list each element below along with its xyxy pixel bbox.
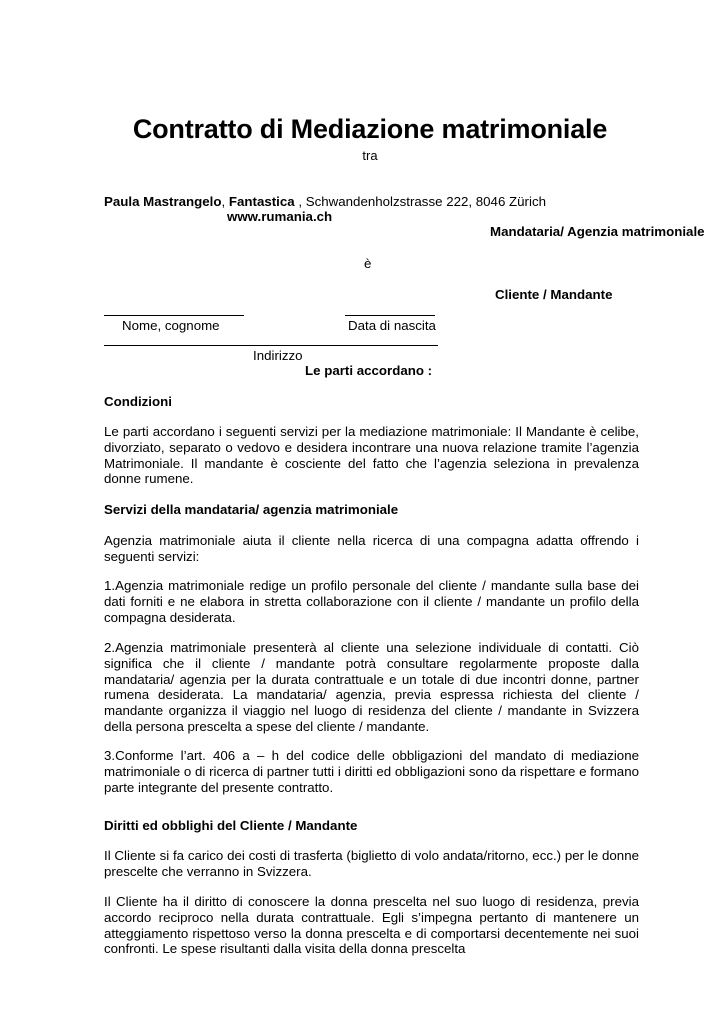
service-2-paragraph: 2.Agenzia matrimoniale presenterà al cliente una selezione individuale di contatti. Ciò significa che il cliente / mandante potrà consultare regolarmente proposte dalla mandataria/ agenzia per la durata contrattuale e un totale di due incontri donne, partner rumena desiderata. La mandataria/ agenzia, previa espressa richiesta del cliente / mandante organizza il viaggio nel luogo di residenza del cliente / mandante in Svizzera della persona prescelta a spese del cliente / mandante.	[104, 640, 639, 734]
service-3-paragraph: 3.Conforme l’art. 406 a – h del codice delle obbligazioni del mandato di mediazione matrimoniale o di ricerca di partner tutti i diritti ed obbligazioni sono da rispettare e formano parte integrante del presente contratto.	[104, 748, 639, 795]
rights-heading: Diritti ed obblighi del Cliente / Mandante	[104, 818, 358, 833]
birthdate-signature-line	[345, 315, 435, 316]
document-subtitle: tra	[362, 148, 378, 163]
field-birth-label: Data di nascita	[348, 318, 436, 333]
party-address: , Schwandenholzstrasse 222, 8046 Zürich	[294, 194, 546, 209]
party-name: Paula Mastrangelo	[104, 194, 222, 209]
document-title: Contratto di Mediazione matrimoniale	[132, 114, 608, 144]
party-website: www.rumania.ch	[227, 209, 333, 224]
party-role: Mandataria/ Agenzia matrimoniale	[490, 224, 705, 239]
field-name-label: Nome, cognome	[122, 318, 220, 333]
conjunction: è	[364, 256, 372, 271]
conditions-paragraph: Le parti accordano i seguenti servizi per la mediazione matrimoniale: Il Mandante è celibe, divorziato, separato o vedovo e desidera incontrare una nuova relazione tramite l’agenzia Matrimoniale. Il mandante è cosciente del fatto che l’agenzia seleziona in prevalenza donne rumene.	[104, 424, 639, 487]
name-signature-line	[104, 315, 244, 316]
party-line	[104, 194, 546, 209]
field-address-label: Indirizzo	[253, 348, 303, 363]
services-intro: Agenzia matrimoniale aiuta il cliente nella ricerca di una compagna adatta offrendo i seguenti servizi:	[104, 533, 639, 564]
conditions-heading: Condizioni	[104, 394, 172, 409]
service-1-paragraph: 1.Agenzia matrimoniale redige un profilo personale del cliente / mandante sulla base dei dati forniti e ne elabora in stretta collaborazione con il cliente / mandante un profilo della compagna desiderata.	[104, 578, 639, 625]
services-heading: Servizi della mandataria/ agenzia matrimoniale	[104, 502, 399, 517]
rights-paragraph-1: Il Cliente si fa carico dei costi di trasferta (biglietto di volo andata/ritorno, ecc.) per le donne prescelte che verranno in Svizzera.	[104, 848, 639, 879]
rights-paragraph-2: Il Cliente ha il diritto di conoscere la donna prescelta nel suo luogo di residenza, previa accordo reciproco nella durata contrattuale. Egli s’impegna pertanto di mantenere un atteggiamento rispettoso verso la donna prescelta e di comportarsi decentemente nei suoi confronti. Le spese risultanti dalla visita della donna prescelta	[104, 894, 639, 957]
client-role: Cliente / Mandante	[495, 287, 613, 302]
party-company: Fantastica	[228, 194, 295, 209]
address-signature-line	[104, 345, 438, 346]
agreement-line: Le parti accordano :	[305, 363, 433, 378]
party-separator: ,	[221, 194, 229, 209]
